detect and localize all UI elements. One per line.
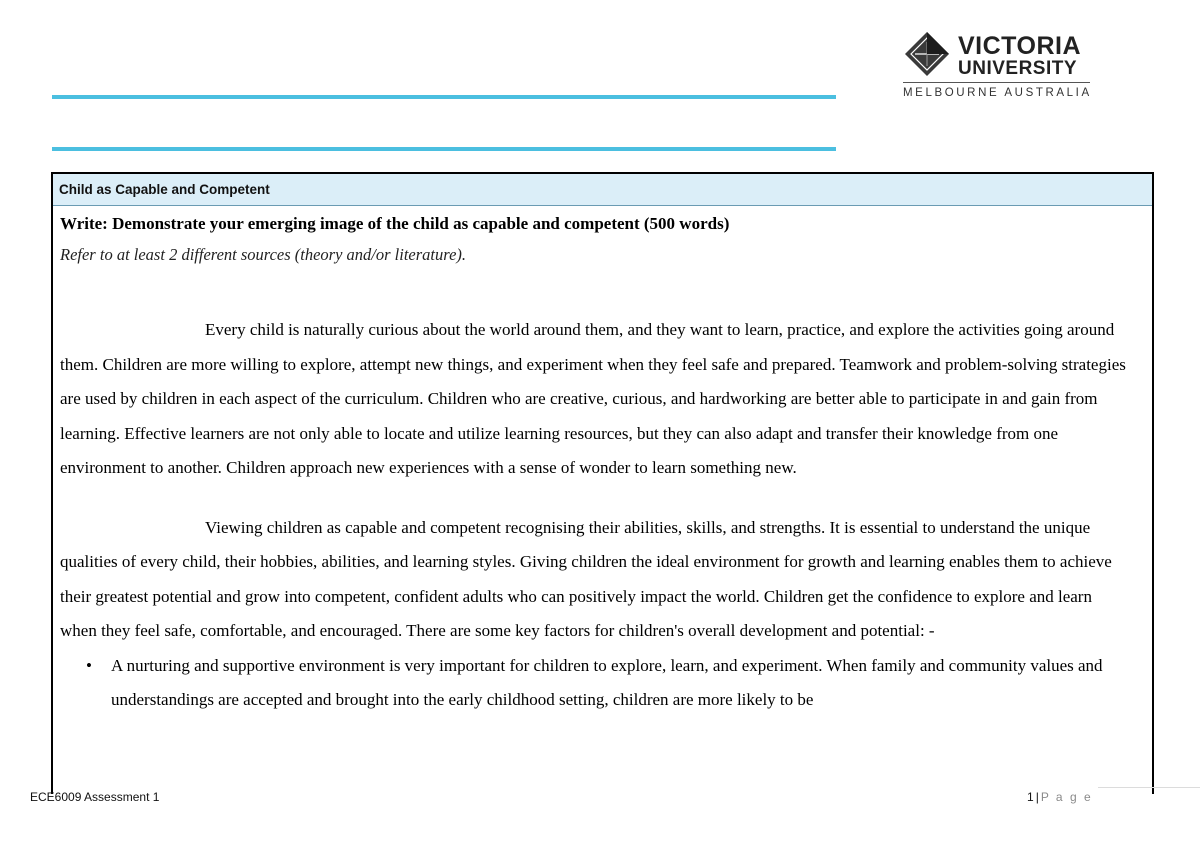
header-accent-line-top	[52, 95, 836, 99]
header-accent-line-bottom	[52, 147, 836, 151]
assessment-table	[51, 172, 1154, 794]
task-title: Write: Demonstrate your emerging image of the child as capable and competent (500 words)	[60, 214, 730, 233]
list-item	[60, 649, 1132, 718]
page-number	[1027, 790, 1093, 804]
university-logo	[903, 32, 1093, 102]
footer-divider	[1098, 787, 1200, 788]
bullet-icon: •	[86, 655, 92, 675]
logo-text-victoria: VICTORIA	[958, 32, 1081, 60]
page-label: P a g e	[1040, 790, 1093, 804]
logo-divider	[903, 82, 1090, 83]
footer-course-label: ECE6009 Assessment 1	[30, 790, 160, 804]
page-number-value: 1	[1027, 790, 1034, 804]
logo-diamond-icon	[905, 32, 949, 76]
factor-list	[60, 649, 1132, 718]
page-number-separator: |	[1035, 790, 1039, 804]
paragraph-1: Every child is naturally curious about the world around them, and they want to learn, practice, and explore the activities going around them. Children are more willing to explore, attempt new things, and experiment when they feel safe and prepared. Teamwork and problem-solving strategies are used by children in each aspect of the curriculum. Children who are creative, curious, and hardworking are better able to participate in and gain from learning. Effective learners are not only able to locate and utilize learning resources, but they can also adapt and transfer their knowledge from one environment to another. Children approach new experiences with a sense of wonder to learn something new.	[60, 320, 1126, 477]
logo-text-university: UNIVERSITY	[958, 58, 1078, 79]
table-header: Child as Capable and Competent	[53, 174, 1152, 206]
table-body	[53, 206, 1152, 718]
task-instruction: Refer to at least 2 different sources (theory and/or literature).	[60, 245, 467, 264]
logo-subtitle: MELBOURNE AUSTRALIA	[903, 87, 1092, 99]
paragraph-2: Viewing children as capable and competent recognising their abilities, skills, and strengths. It is essential to understand the unique qualities of every child, their hobbies, abilities, and learning styles. Giving children the ideal environment for growth and learning enables them to achieve their greatest potential and grow into competent, confident adults who can positively impact the world. Children get the confidence to explore and learn when they feel safe, comfortable, and encouraged. There are some key factors for children's overall development and potential: -	[60, 517, 1112, 640]
list-item-text: A nurturing and supportive environment is very important for children to explore, learn, and experiment. When family and community values and understandings are accepted and brought into the early childhood setting, children are more likely to be	[111, 655, 1103, 709]
